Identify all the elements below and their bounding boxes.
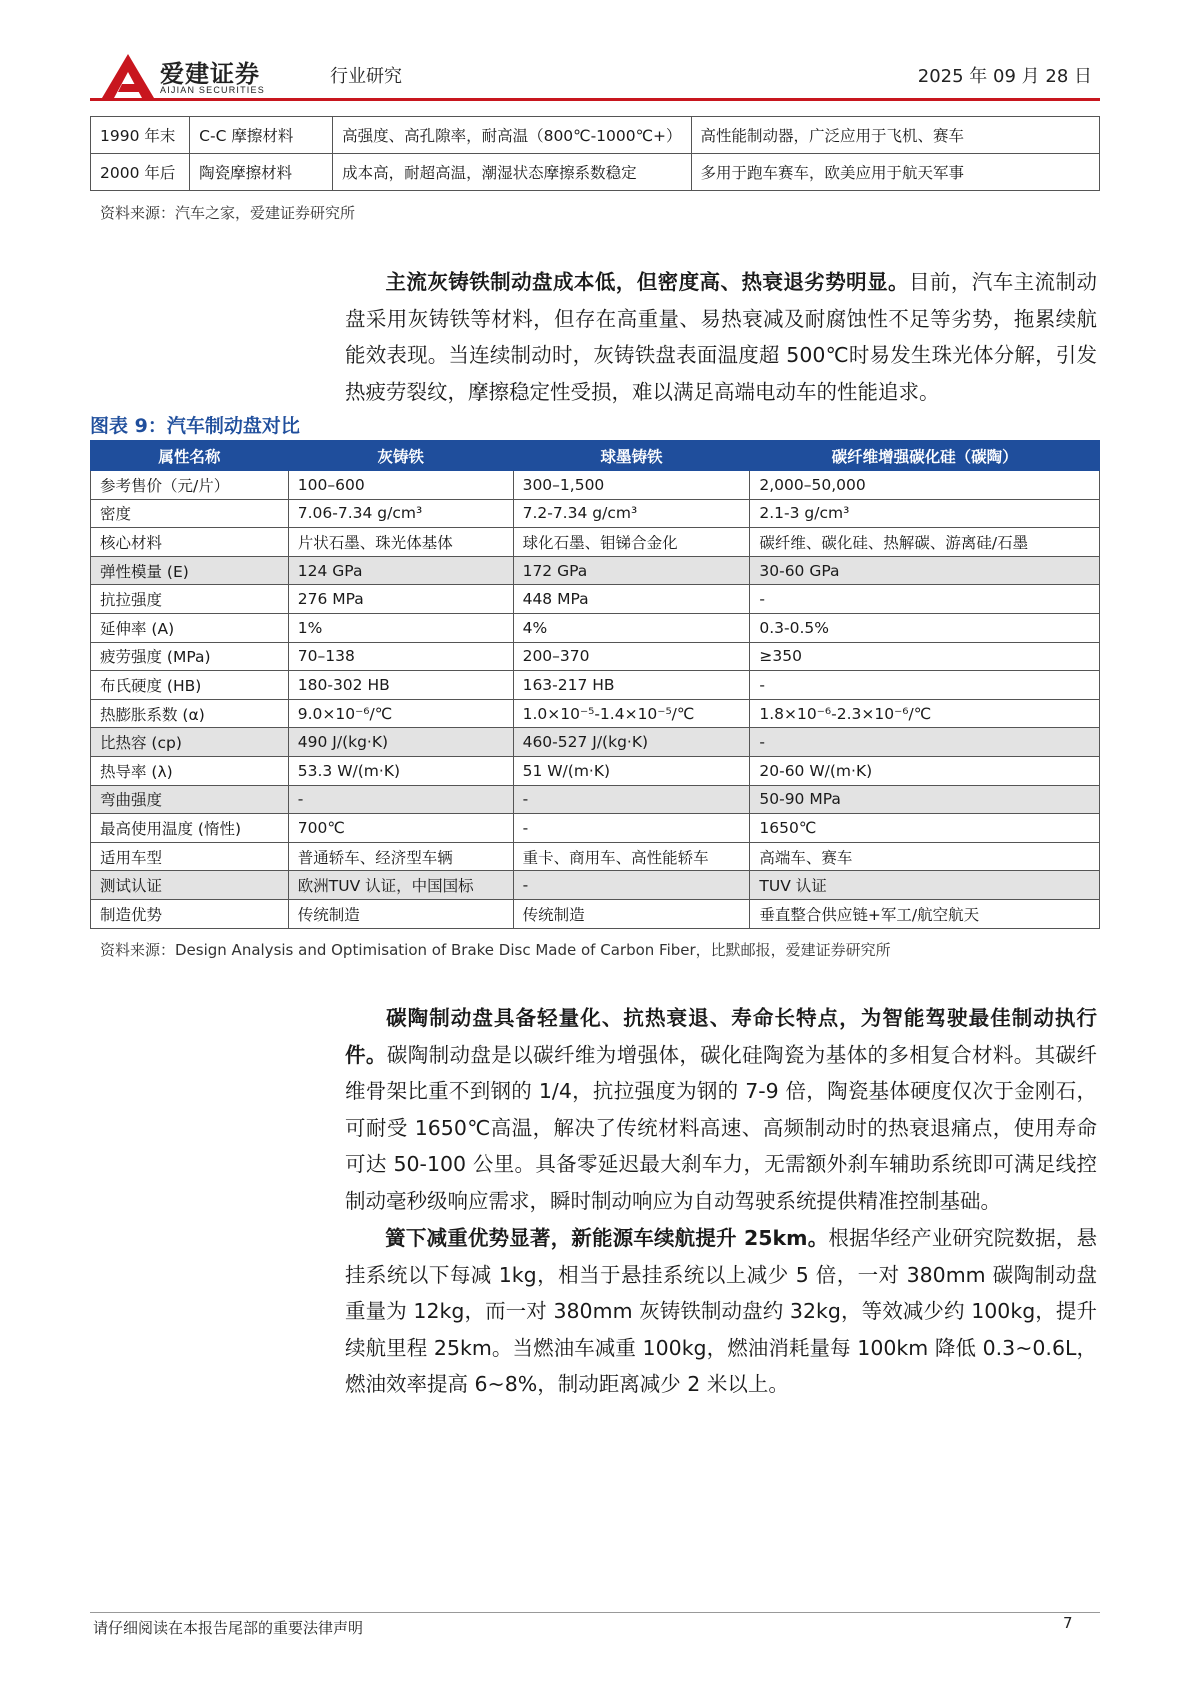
- row-label-cell: 布氏硬度 (HB): [91, 671, 289, 700]
- row-label-cell: 制造优势: [91, 899, 289, 928]
- table-cell: 30-60 GPa: [750, 556, 1100, 585]
- column-header: 属性名称: [91, 441, 289, 471]
- table-row: [91, 671, 1100, 700]
- table-cell: 欧洲TUV 认证，中国国标: [288, 871, 513, 900]
- table-cell: 700℃: [288, 814, 513, 843]
- table-cell: 1990 年末: [91, 117, 190, 154]
- row-label-cell: 疲劳强度 (MPa): [91, 642, 289, 671]
- table-cell: 1650℃: [750, 814, 1100, 843]
- table-row: [91, 556, 1100, 585]
- table-cell: 传统制造: [513, 899, 750, 928]
- footer-divider: [90, 1612, 1100, 1613]
- table-cell: 碳纤维、碳化硅、热解碳、游离硅/石墨: [750, 528, 1100, 557]
- table-cell: 重卡、商用车、高性能轿车: [513, 842, 750, 871]
- table-cell: 2000 年后: [91, 154, 190, 191]
- table-cell: -: [750, 728, 1100, 757]
- table-row: [91, 899, 1100, 928]
- table-row: [91, 785, 1100, 814]
- table-row: [91, 756, 1100, 785]
- table-cell: 高性能制动器，广泛应用于飞机、赛车: [691, 117, 1099, 154]
- header-divider: [90, 98, 1100, 101]
- row-label-cell: 最高使用温度 (惰性): [91, 814, 289, 843]
- figure-title: 图表 9：汽车制动盘对比: [90, 415, 300, 437]
- table-header-row: [91, 441, 1100, 471]
- row-label-cell: 核心材料: [91, 528, 289, 557]
- table-row: [91, 585, 1100, 614]
- table-cell: 172 GPa: [513, 556, 750, 585]
- table-row: [91, 871, 1100, 900]
- paragraph-lead: 碳陶制动盘具备轻量化、抗热衰退、寿命长特点，为智能驾驶最佳制动执行件。: [345, 1006, 1097, 1067]
- table-cell: 70–138: [288, 642, 513, 671]
- table-cell: 1.0×10⁻⁵-1.4×10⁻⁵/℃: [513, 699, 750, 728]
- table-row: [91, 117, 1100, 154]
- footer-disclaimer: 请仔细阅读在本报告尾部的重要法律声明: [93, 1619, 364, 1637]
- table-cell: 300–1,500: [513, 471, 750, 500]
- row-label-cell: 参考售价（元/片）: [91, 471, 289, 500]
- table-cell: 200–370: [513, 642, 750, 671]
- paragraph-text: 根据华经产业研究院数据，悬挂系统以下每减 1kg，相当于悬挂系统以上减少 5 倍，一对 380mm 碳陶制动盘重量为 12kg，而一对 380mm 灰铸铁制动盘约 32kg，等效减少约 100kg，提升续航里程 25km。当燃油车减重 100kg，燃油消耗量每 100km 降低 0.3~0.6L，燃油效率提高 6~8%，制动距离减少 2 米以上。: [345, 1226, 1097, 1396]
- paragraph-text: 碳陶制动盘是以碳纤维为增强体，碳化硅陶瓷为基体的多相复合材料。其碳纤维骨架比重不到钢的 1/4，抗拉强度为钢的 7-9 倍，陶瓷基体硬度仅次于金刚石，可耐受 1650℃高温，解决了传统材料高速、高频制动时的热衰退痛点，使用寿命可达 50-100 公里。具备零延迟最大刹车力，无需额外刹车辅助系统即可满足线控制动毫秒级响应需求，瞬时制动响应为自动驾驶系统提供精准控制基础。: [345, 1042, 1098, 1213]
- table-row: [91, 154, 1100, 191]
- body-paragraph: [345, 1220, 1097, 1403]
- table-cell: 片状石墨、珠光体基体: [288, 528, 513, 557]
- table-cell: 0.3-0.5%: [750, 613, 1100, 642]
- table-cell: -: [513, 871, 750, 900]
- figure-source-note: 资料来源：Design Analysis and Optimisation of Brake Disc Made of Carbon Fiber，比默邮报，爱建证券研究所: [100, 941, 891, 959]
- table-cell: 传统制造: [288, 899, 513, 928]
- table-row: [91, 699, 1100, 728]
- table-cell: 124 GPa: [288, 556, 513, 585]
- body-paragraph: [345, 1000, 1097, 1219]
- row-label-cell: 比热容 (cp): [91, 728, 289, 757]
- paragraph-text: 目前，汽车主流制动盘采用灰铸铁等材料，但存在高重量、易热衰减及耐腐蚀性不足等劣势，拖累续航能效表现。当连续制动时，灰铸铁盘表面温度超 500℃时易发生珠光体分解，引发热疲劳裂纹，摩擦稳定性受损，难以满足高端电动车的性能追求。: [345, 270, 1097, 404]
- row-label-cell: 适用车型: [91, 842, 289, 871]
- table-cell: 53.3 W/(m·K): [288, 756, 513, 785]
- paragraph-lead: 主流灰铸铁制动盘成本低，但密度高、热衰退劣势明显。: [385, 270, 909, 294]
- page-header: [90, 52, 1100, 104]
- logo-text-en: AIJIAN SECURITIES: [160, 85, 265, 95]
- row-label-cell: 弹性模量 (E): [91, 556, 289, 585]
- logo-mark-icon: [102, 54, 154, 98]
- column-header: 碳纤维增强碳化硅（碳陶）: [750, 441, 1100, 471]
- table-cell: TUV 认证: [750, 871, 1100, 900]
- table-cell: 2.1-3 g/cm³: [750, 499, 1100, 528]
- body-paragraph: [345, 264, 1097, 410]
- table-cell: -: [513, 785, 750, 814]
- table-cell: 高端车、赛车: [750, 842, 1100, 871]
- table-cell: 球化石墨、钼锑合金化: [513, 528, 750, 557]
- table-cell: 276 MPa: [288, 585, 513, 614]
- table-cell: 163-217 HB: [513, 671, 750, 700]
- table-cell: -: [750, 585, 1100, 614]
- logo-text-cn: 爱建证券: [160, 60, 260, 88]
- table-cell: ≥350: [750, 642, 1100, 671]
- page-number: 7: [1063, 1614, 1073, 1632]
- row-label-cell: 弯曲强度: [91, 785, 289, 814]
- table-cell: 20-60 W/(m·K): [750, 756, 1100, 785]
- row-label-cell: 延伸率 (A): [91, 613, 289, 642]
- table-cell: 垂直整合供应链+军工/航空航天: [750, 899, 1100, 928]
- table-cell: 7.06-7.34 g/cm³: [288, 499, 513, 528]
- table-cell: 51 W/(m·K): [513, 756, 750, 785]
- table-cell: -: [288, 785, 513, 814]
- brake-disc-comparison-table: [90, 440, 1100, 929]
- table-cell: 高强度、高孔隙率，耐高温（800℃-1000℃+）: [333, 117, 691, 154]
- table-cell: 50-90 MPa: [750, 785, 1100, 814]
- table-cell: 180-302 HB: [288, 671, 513, 700]
- row-label-cell: 抗拉强度: [91, 585, 289, 614]
- table-cell: 4%: [513, 613, 750, 642]
- row-label-cell: 测试认证: [91, 871, 289, 900]
- friction-material-history-table: [90, 116, 1100, 191]
- table-cell: 陶瓷摩擦材料: [190, 154, 333, 191]
- table-cell: -: [750, 671, 1100, 700]
- table-cell: 100–600: [288, 471, 513, 500]
- column-header: 球墨铸铁: [513, 441, 750, 471]
- header-date: 2025 年 09 月 28 日: [917, 66, 1092, 87]
- table-row: [91, 471, 1100, 500]
- column-header: 灰铸铁: [288, 441, 513, 471]
- table-cell: 成本高，耐超高温，潮湿状态摩擦系数稳定: [333, 154, 691, 191]
- table-cell: 2,000–50,000: [750, 471, 1100, 500]
- row-label-cell: 热膨胀系数 (α): [91, 699, 289, 728]
- header-section-label: 行业研究: [330, 66, 402, 87]
- table-cell: 7.2-7.34 g/cm³: [513, 499, 750, 528]
- table-cell: 9.0×10⁻⁶/℃: [288, 699, 513, 728]
- table-row: [91, 728, 1100, 757]
- row-label-cell: 热导率 (λ): [91, 756, 289, 785]
- table-row: [91, 842, 1100, 871]
- paragraph-lead: 簧下减重优势显著，新能源车续航提升 25km。: [385, 1226, 829, 1250]
- table-cell: 1%: [288, 613, 513, 642]
- table-cell: 多用于跑车赛车，欧美应用于航天军事: [691, 154, 1099, 191]
- table-cell: 448 MPa: [513, 585, 750, 614]
- company-logo: [102, 52, 282, 100]
- row-label-cell: 密度: [91, 499, 289, 528]
- table-cell: -: [513, 814, 750, 843]
- table-row: [91, 814, 1100, 843]
- table-row: [91, 642, 1100, 671]
- table-row: [91, 613, 1100, 642]
- table-cell: C-C 摩擦材料: [190, 117, 333, 154]
- table-source-note: 资料来源：汽车之家，爱建证券研究所: [100, 204, 356, 222]
- table-cell: 普通轿车、经济型车辆: [288, 842, 513, 871]
- table-cell: 460-527 J/(kg·K): [513, 728, 750, 757]
- table-row: [91, 499, 1100, 528]
- table-cell: 490 J/(kg·K): [288, 728, 513, 757]
- table-cell: 1.8×10⁻⁶-2.3×10⁻⁶/℃: [750, 699, 1100, 728]
- table-row: [91, 528, 1100, 557]
